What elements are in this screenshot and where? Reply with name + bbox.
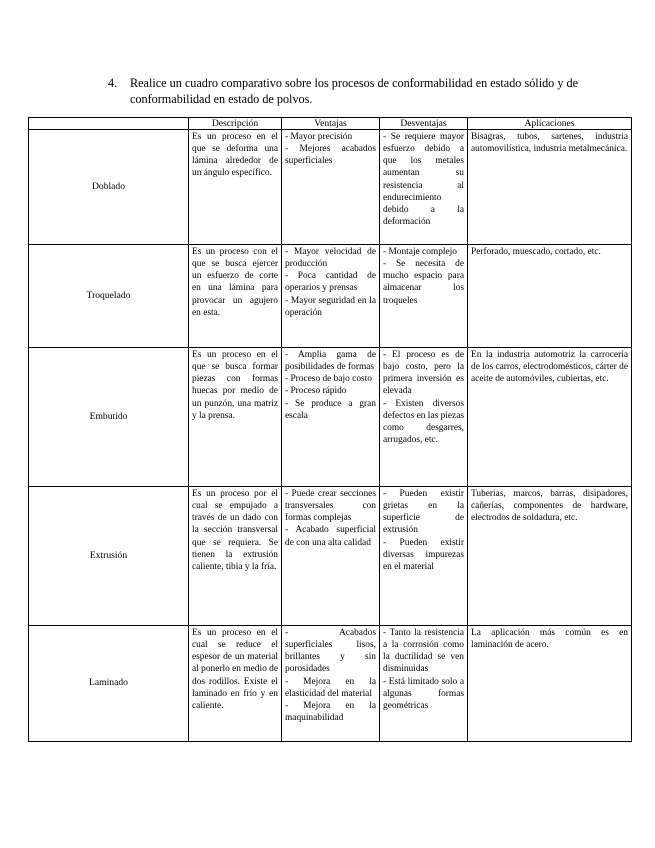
description-cell: Es un proceso en el que se deforma una lámina alrededor de un ángulo específico. [189,130,282,245]
advantage-item: - Mayor seguridad en la operación [285,295,376,318]
disadvantage-item: - Existen diversos defectos en las piezas como desgarres, arrugados, etc. [383,398,464,446]
advantage-item: - Mejores acabados superficiales [285,144,376,167]
advantage-item: - Se produce a gran escala [285,398,376,421]
advantage-item: - Amplia gama de posibilidades de formas [285,350,376,373]
disadvantage-item: - Tanto la resistencia a la corrosión como la ductilidad se ven disminuidas [383,628,464,675]
advantages-cell [282,130,380,245]
advantage-item: - Poca cantidad de operarios y prensas [285,271,376,294]
advantage-item: - Acabado superficial de con una alta calidad [285,525,376,548]
applications-cell: Tuberías, marcos, barras, disipadores, cañerías, componentes de hardware, electrodos de soldadura, etc. [468,487,632,626]
disadvantage-item: - Se necesita de mucho espacio para almacenar los troqueles [383,259,464,306]
advantage-item: - Mejora en la elasticidad del material [285,676,376,699]
disadvantages-cell [380,245,468,348]
header-empty [29,118,189,130]
table-row [29,348,632,487]
disadvantage-item: - Montaje complejo [383,247,457,257]
question [108,76,578,107]
advantages-cell [282,245,380,348]
disadvantage-item: - Pueden existir diversas impurezas en el material [383,537,464,572]
process-name: Doblado [29,130,189,245]
disadvantages-cell [380,487,468,626]
advantage-item: - Mayor velocidad de producción [285,247,376,270]
process-name: Extrusión [29,487,189,626]
header-applications: Aplicaciones [468,118,632,130]
advantages-cell [282,626,380,742]
question-number: 4. [108,76,118,90]
table-row [29,245,632,348]
advantage-item: - Puede crear secciones transversales con formas complejas [285,489,376,524]
header-disadvantages: Desventajas [380,118,468,130]
advantages-cell [282,487,380,626]
advantage-item: - Mayor precisión [285,132,353,142]
advantage-item: - Acabados superficiales lisos, brillantes y sin porosidades [285,628,376,675]
disadvantage-item: - Se requiere mayor esfuerzo debido a que los metales aumentan su resistencia al endurecimiento debido a la deformación [383,132,464,228]
applications-cell: La aplicación más común es en laminación de acero. [468,626,632,742]
table-row [29,626,632,742]
process-name: Troquelado [29,245,189,348]
process-name: Laminado [29,626,189,742]
applications-cell: Bisagras, tubos, sartenes, industria automovilística, industria metalmecánica. [468,130,632,245]
applications-cell: En la industria automotriz la carrocería de los carros, electrodomésticos, cárter de aceite de automóviles, cubiertas, etc. [468,348,632,487]
disadvantages-cell [380,348,468,487]
description-cell: Es un proceso con el que se busca ejercer un esfuerzo de corte en una lámina para provocar un agujero en esta. [189,245,282,348]
question-text: Realice un cuadro comparativo sobre los procesos de conformabilidad en estado sólido y de conformabilidad en estado de polvos. [130,76,578,106]
disadvantage-item: - El proceso es de bajo costo, pero la primera inversión es elevada [383,350,464,397]
disadvantages-cell [380,130,468,245]
advantage-item: - Proceso de bajo costo [285,374,372,385]
applications-cell: Perforado, muescado, cortado, etc. [468,245,632,348]
disadvantages-cell [380,626,468,742]
disadvantage-item: - Pueden existir grietas en la superficie de extrusión [383,489,464,536]
disadvantage-item: - Está limitado solo a algunas formas geométricas [383,676,464,711]
description-cell: Es un proceso por el cual se empujado a través de un dado con la sección transversal que se requiera. Se tienen la extrusión caliente, tibia y la fría. [189,487,282,626]
table-row [29,130,632,245]
header-advantages: Ventajas [282,118,380,130]
advantages-cell [282,348,380,487]
table-header-row [29,118,632,130]
header-description: Descripción [189,118,282,130]
description-cell: Es un proceso en el cual se reduce el espesor de un material al ponerlo en medio de dos rodillos. Existe el laminado en frío y en caliente. [189,626,282,742]
advantage-item: - Proceso rápido [285,386,347,397]
comparison-table [28,117,632,742]
advantage-item: - Mejora en la maquinabilidad [285,700,376,724]
table-row [29,487,632,626]
process-name: Embutido [29,348,189,487]
description-cell: Es un proceso en el que se busca formar piezas con formas huecas por medio de un punzón, una matriz y la prensa. [189,348,282,487]
